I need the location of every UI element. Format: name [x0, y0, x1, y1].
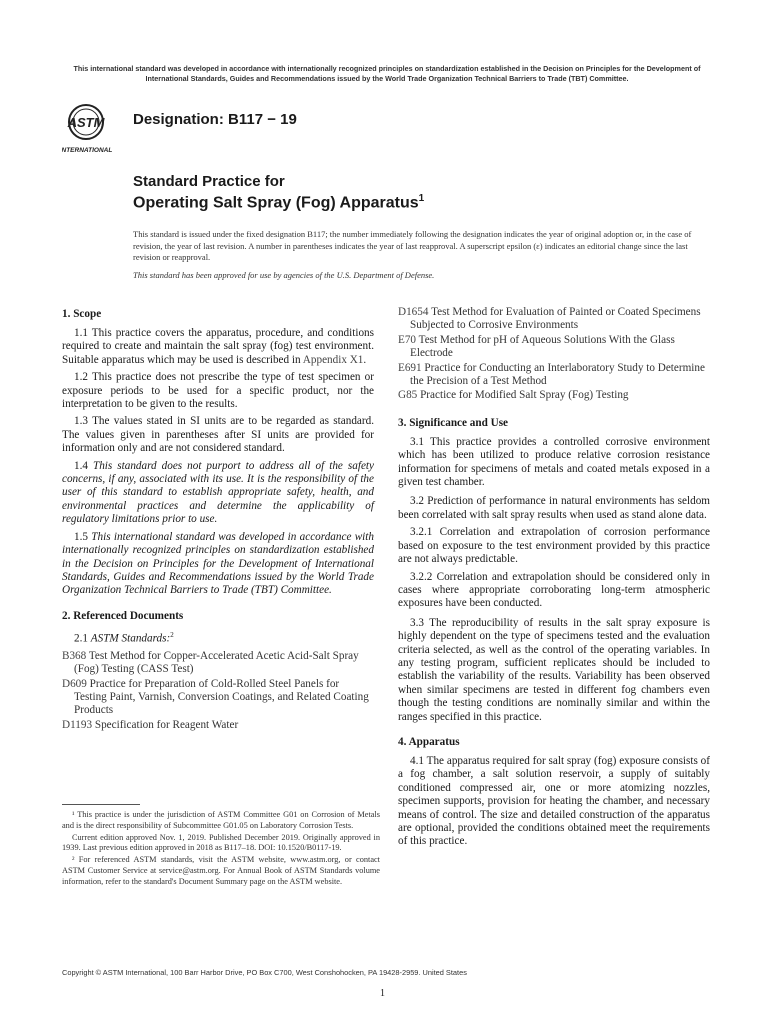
paragraph-1-1	[62, 327, 374, 367]
reference-code-link[interactable]: D1193	[62, 718, 93, 731]
svg-text:ASTM: ASTM	[67, 115, 105, 130]
reference-title: Practice for Preparation of Cold-Rolled Steel Panels for Testing Paint, Varnish, Conversion Coatings, and Related Coating Products	[74, 677, 369, 717]
issued-note: This standard is issued under the fixed designation B117; the number immediately following the designation indicates the year of original adoption or, in the case of revision, the year of last revision. A number in parentheses indicates the year of last reapproval. A superscript epsilon (ε) indicates an editorial change since the last revision or reapproval.	[133, 229, 692, 262]
reference-item	[62, 678, 374, 718]
paragraph-3-1: 3.1 This practice provides a controlled corrosive environment which has been utilized to produce relative corrosion resistance information for specimens of metals and coated metals exposed in a given test chamber.	[398, 435, 710, 489]
paragraph-number: 1.5	[74, 530, 88, 543]
paragraph-1-5	[62, 531, 374, 598]
wto-notice: This international standard was developed in accordance with internationally recognized principles on standardization established in the Decision on Principles for the Development of International Standards, Guides and Recommendations issued by the World Trade Organization Technical Barriers to Trade (TBT) Committee.	[73, 64, 701, 83]
reference-code-link[interactable]: D609	[62, 677, 87, 690]
approved-note: This standard has been approved for use by agencies of the U.S. Department of Defense.	[133, 270, 435, 280]
footnote-2: ² For referenced ASTM standards, visit the ASTM website, www.astm.org, or contact ASTM Customer Service at service@astm.org. For Annual Book of ASTM Standards volume information, refer to the standard's Document Summary page on the ASTM website.	[62, 855, 380, 886]
reference-item	[398, 362, 710, 389]
punctuation: .	[363, 353, 367, 366]
paragraph-4-1: 4.1 The apparatus required for salt spray (fog) exposure consists of a fog chamber, a salt solution reservoir, a supply of suitably conditioned compressed air, one or more atomizing nozzles, specimen supports, provision for heating the chamber, and necessary means of control. The size and detailed construction of the apparatus are optional, provided the conditions obtained meet the requirements of this practice.	[398, 754, 710, 848]
paragraph-1-2: 1.2 This practice does not prescribe the type of test specimen or exposure periods to be used for a specific product, nor the interpretation to be given to the results.	[62, 371, 374, 411]
footnotes	[62, 810, 380, 889]
reference-code-link[interactable]: B368	[62, 649, 87, 662]
reference-code-link[interactable]: E691	[398, 361, 422, 374]
reference-code-link[interactable]: D1654	[398, 306, 429, 318]
reference-title: Practice for Modified Salt Spray (Fog) Testing	[420, 389, 629, 402]
footnote-1-edition: Current edition approved Nov. 1, 2019. Published December 2019. Originally approved in 1939. Last previous edition approved in 2018 as B117–18. DOI: 10.1520/B0117-19.	[62, 832, 380, 853]
svg-text:INTERNATIONAL: INTERNATIONAL	[62, 147, 113, 154]
paragraph-text: This standard does not purport to address all of the safety concerns, if any, associated with its use. It is the responsibility of the user of this standard to establish appropriate safety, health, and environmental practices and determine the applicability of regulatory limitations prior to use.	[62, 459, 374, 526]
reference-title: Test Method for Copper-Accelerated Acetic Acid-Salt Spray (Fog) Testing (CASS Test)	[74, 649, 359, 676]
paragraph-3-2-2: 3.2.2 Correlation and extrapolation should be considered only in cases where appropriate corroborating long-term atmospheric exposures have been conducted.	[398, 570, 710, 610]
title-text: Operating Salt Spray (Fog) Apparatus	[133, 194, 419, 212]
paragraph-3-2: 3.2 Prediction of performance in natural environments has seldom been correlated with salt spray results when used as stand alone data.	[398, 495, 710, 521]
reference-title: Specification for Reagent Water	[94, 718, 239, 731]
title-line-1: Standard Practice for	[133, 173, 285, 190]
title-footnote-marker: 1	[418, 193, 425, 204]
footnote-1: ¹ This practice is under the jurisdiction of ASTM Committee G01 on Corrosion of Metals and is the direct responsibility of Subcommittee G01.05 on Laboratory Corrosion Tests.	[62, 810, 380, 830]
paragraph-1-4	[62, 460, 374, 527]
paragraph-text: ASTM Standards:	[90, 632, 171, 645]
reference-item	[398, 389, 710, 402]
reference-item	[398, 306, 710, 333]
section-heading-apparatus: 4. Apparatus	[398, 735, 460, 748]
copyright-line: Copyright © ASTM International, 100 Barr Harbor Drive, PO Box C700, West Conshohocken, PA 19428-2959. United States	[62, 968, 467, 977]
footnote-marker: 2	[170, 630, 174, 639]
reference-item	[62, 719, 374, 732]
paragraph-3-2-1: 3.2.1 Correlation and extrapolation of corrosion performance based on exposure to the test environment provided by this practice are not always predictable.	[398, 526, 710, 566]
reference-code-link[interactable]: E70	[398, 333, 417, 346]
reference-code-link[interactable]: G85	[398, 389, 418, 402]
paragraph-3-3: 3.3 The reproducibility of results in the salt spray exposure is highly dependent on the type of specimens tested and the evaluation criteria selected, as well as the control of the operating variables. In any testing program, sufficient replicates should be included to establish the variability of the results. Variability has been observed when similar specimens are tested in different fog chambers even though the testing conditions are nominally similar and within the ranges specified in this practice.	[398, 616, 710, 723]
title-line-2	[133, 193, 424, 212]
right-column	[398, 306, 710, 853]
section-heading-scope: 1. Scope	[62, 308, 102, 320]
reference-item	[62, 650, 374, 677]
left-column	[62, 308, 374, 733]
designation: Designation: B117 − 19	[133, 111, 297, 128]
paragraph-number: 2.1	[74, 632, 88, 645]
paragraph-2-1	[62, 629, 374, 646]
paragraph-number: 1.4	[74, 459, 88, 472]
section-heading-references: 2. Referenced Documents	[62, 609, 184, 622]
paragraph-text: 1.1 This practice covers the apparatus, procedure, and conditions required to create and maintain the salt spray (fog) test environment. Suitable apparatus which may be used is described in	[62, 327, 374, 366]
astm-logo	[62, 100, 124, 156]
paragraph-text: This international standard was developed in accordance with internationally recognized principles on standardization established in the Decision on Principles for the Development of International Standards, Guides and Recommendations issued by the World Trade Organization Technical Barriers to Trade (TBT) Committee.	[62, 530, 374, 597]
footnote-divider	[62, 804, 140, 805]
appendix-link[interactable]: Appendix X1	[302, 353, 364, 366]
reference-title: Practice for Conducting an Interlaboratory Study to Determine the Precision of a Test Method	[410, 361, 705, 388]
reference-title: Test Method for pH of Aqueous Solutions With the Glass Electrode	[410, 333, 675, 360]
reference-title: Test Method for Evaluation of Painted or Coated Specimens Subjected to Corrosive Environments	[410, 306, 701, 332]
paragraph-1-3: 1.3 The values stated in SI units are to be regarded as standard. The values given in parentheses after SI units are provided for information only and are not considered standard.	[62, 415, 374, 455]
page-number: 1	[380, 988, 385, 999]
section-heading-significance: 3. Significance and Use	[398, 416, 509, 429]
reference-item	[398, 334, 710, 361]
